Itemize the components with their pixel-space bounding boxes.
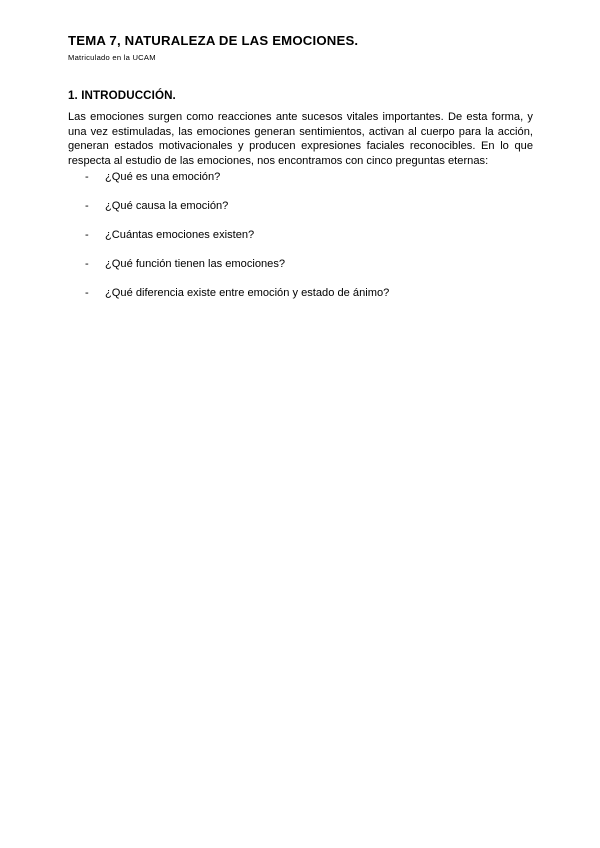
- list-marker-dash: -: [85, 171, 89, 184]
- list-item: [68, 228, 533, 257]
- document-content: [68, 33, 533, 315]
- list-item: [68, 199, 533, 228]
- document-subtitle: Matriculado en la UCAM: [68, 53, 156, 62]
- introduction-paragraph: Las emociones surgen como reacciones ante sucesos vitales importantes. De esta forma, y una vez estimuladas, las emociones generan sentimientos, activan al cuerpo para la acción, generan estados motivacionales y producen expresiones faciales reconocibles. En lo que respecta al estudio de las emociones, nos encontramos con cinco preguntas eternas:: [68, 111, 533, 167]
- list-marker-dash: -: [85, 229, 89, 242]
- list-item: [68, 286, 533, 315]
- questions-list: [68, 168, 533, 315]
- list-item-label: ¿Qué diferencia existe entre emoción y estado de ánimo?: [105, 287, 390, 300]
- list-marker-dash: -: [85, 200, 89, 213]
- list-item-label: ¿Qué causa la emoción?: [105, 200, 229, 213]
- list-item: [68, 257, 533, 286]
- list-item-label: ¿Cuántas emociones existen?: [105, 229, 255, 242]
- list-item: [68, 170, 533, 199]
- section-heading-introduccion: 1. INTRODUCCIÓN.: [68, 89, 176, 102]
- list-marker-dash: -: [85, 287, 89, 300]
- list-item-label: ¿Qué función tienen las emociones?: [105, 258, 286, 271]
- list-marker-dash: -: [85, 258, 89, 271]
- list-item-label: ¿Qué es una emoción?: [105, 171, 221, 184]
- page-title: TEMA 7, NATURALEZA DE LAS EMOCIONES.: [68, 33, 359, 48]
